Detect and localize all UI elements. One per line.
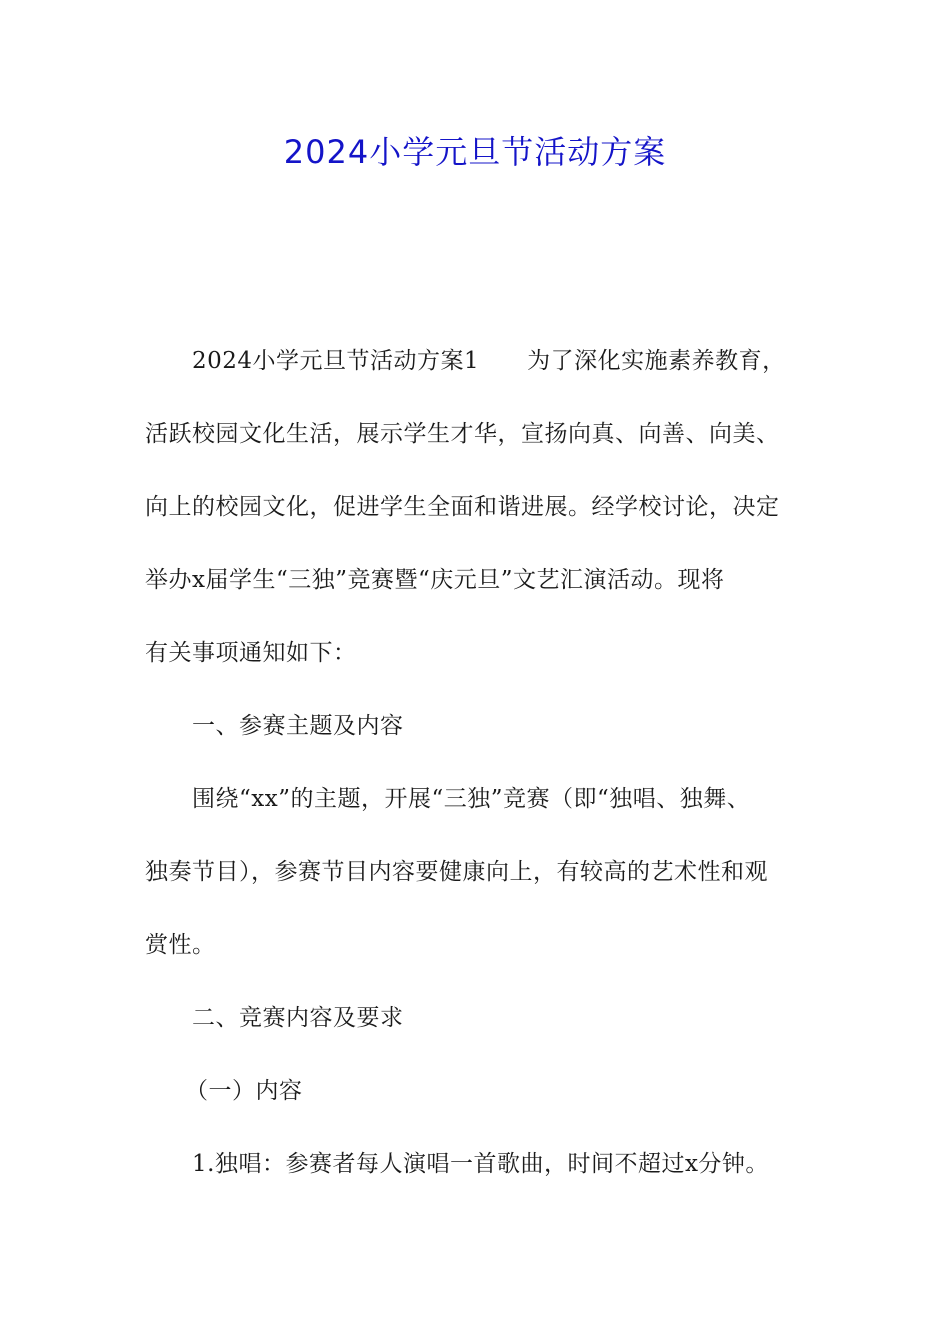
section1-heading: 一、参赛主题及内容	[192, 713, 404, 739]
intro-first-line	[145, 337, 810, 385]
section2-item1: 1.独唱：参赛者每人演唱一首歌曲，时间不超过x分钟。	[192, 1151, 769, 1177]
section1-line3: 赏性。	[145, 932, 216, 958]
section1-line1: 围绕“xx”的主题，开展“三独”竞赛（即“独唱、独舞、	[192, 786, 751, 812]
intro-line3: 向上的校园文化，促进学生全面和谐进展。经学校讨论，决定	[145, 494, 780, 520]
intro-line5: 有关事项通知如下：	[145, 640, 357, 666]
intro-line1-rest: 为了深化实施素养教育，	[527, 348, 786, 374]
intro-line4: 举办x届学生“三独”竞赛暨“庆元旦”文艺汇演活动。现将	[145, 567, 725, 593]
section2-heading: 二、竞赛内容及要求	[192, 1005, 404, 1031]
section1-line2: 独奏节目），参赛节目内容要健康向上，有较高的艺术性和观	[145, 859, 768, 885]
intro-line2: 活跃校园文化生活，展示学生才华，宣扬向真、向善、向美、	[145, 421, 780, 447]
section2-sub1: （一）内容	[185, 1078, 303, 1104]
document-title: 2024小学元旦节活动方案	[283, 133, 667, 171]
document-body	[145, 337, 810, 1188]
intro-heading: 2024小学元旦节活动方案1	[192, 348, 480, 374]
